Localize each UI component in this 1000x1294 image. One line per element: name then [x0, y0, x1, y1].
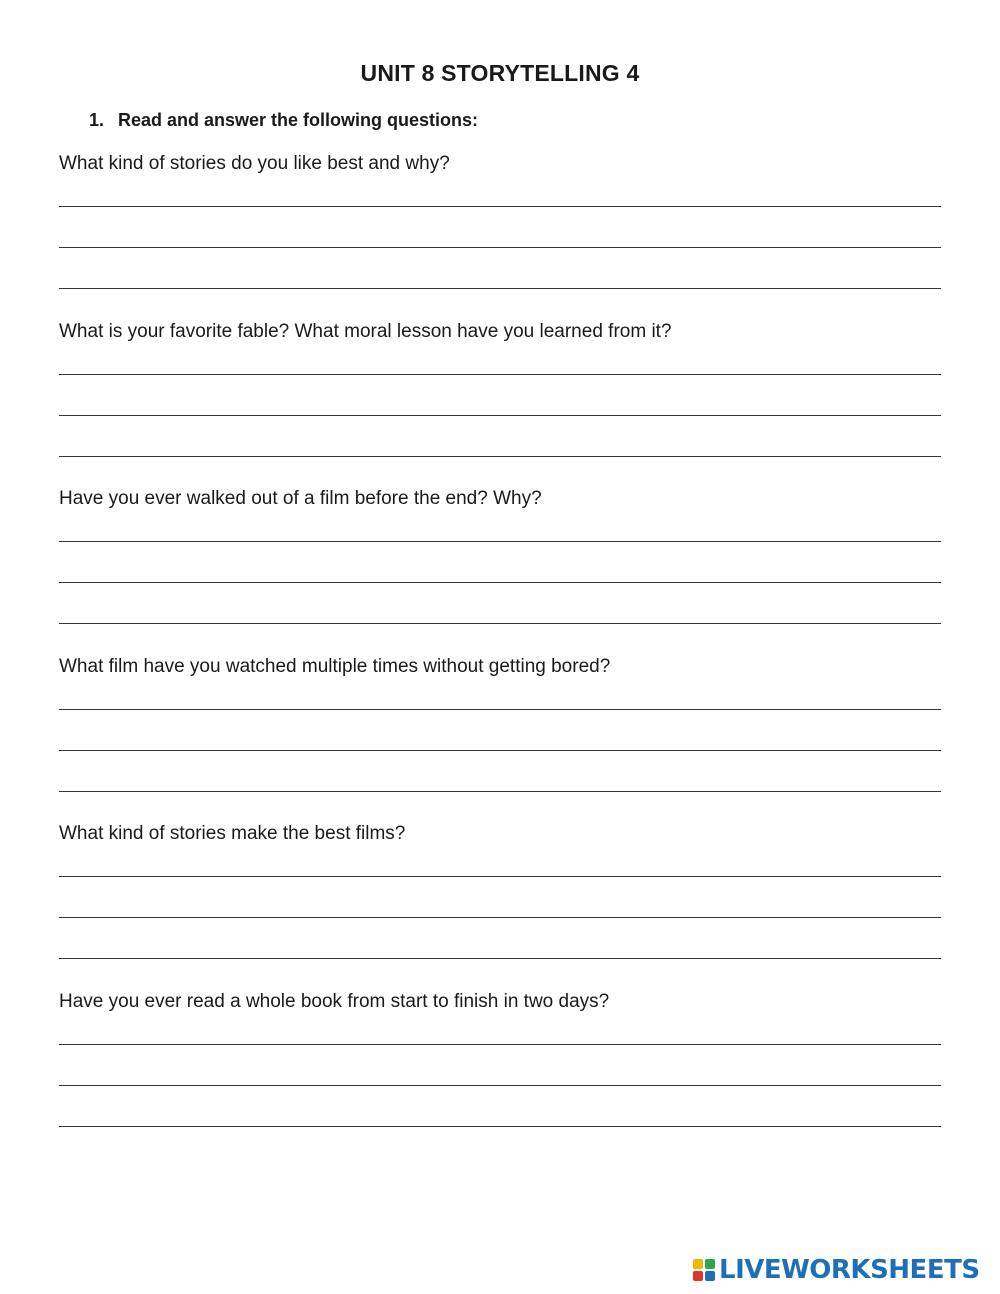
liveworksheets-logo — [693, 1255, 980, 1285]
question-text: What is your favorite fable? What moral lesson have you learned from it? — [59, 320, 672, 342]
question-text: What kind of stories make the best films? — [59, 823, 406, 844]
answer-line[interactable] — [59, 1044, 941, 1045]
answer-line[interactable] — [59, 623, 941, 624]
answer-line[interactable] — [59, 876, 941, 877]
answer-line[interactable] — [59, 288, 941, 289]
instruction-number: 1. — [89, 110, 105, 130]
answer-line[interactable] — [59, 541, 941, 542]
logo-square — [705, 1271, 715, 1281]
question-text: Have you ever walked out of a film before the end? Why? — [59, 488, 542, 509]
answer-line[interactable] — [59, 374, 941, 375]
answer-line[interactable] — [59, 415, 941, 416]
answer-line[interactable] — [59, 1126, 941, 1127]
logo-square — [705, 1259, 715, 1269]
question-block — [59, 653, 941, 821]
answer-line[interactable] — [59, 1085, 941, 1086]
answer-line[interactable] — [59, 709, 941, 710]
question-block — [59, 988, 941, 1156]
page-title: UNIT 8 STORYTELLING 4 — [360, 60, 640, 86]
question-list — [59, 150, 941, 1155]
answer-line[interactable] — [59, 917, 941, 918]
answer-line[interactable] — [59, 750, 941, 751]
question-text: Have you ever read a whole book from start to finish in two days? — [59, 990, 610, 1012]
question-text: What kind of stories do you like best and why? — [59, 153, 450, 174]
question-block — [59, 318, 941, 486]
answer-line[interactable] — [59, 958, 941, 959]
question-block — [59, 150, 941, 318]
liveworksheets-logo-icon — [693, 1259, 715, 1281]
logo-text: LIVEWORKSHEETS — [719, 1255, 980, 1285]
logo-square — [693, 1271, 703, 1281]
instruction — [89, 110, 478, 131]
question-block — [59, 485, 941, 653]
question-text: What film have you watched multiple times without getting bored? — [59, 655, 611, 677]
answer-line[interactable] — [59, 206, 941, 207]
logo-square — [693, 1259, 703, 1269]
answer-line[interactable] — [59, 456, 941, 457]
answer-line[interactable] — [59, 582, 941, 583]
answer-line[interactable] — [59, 247, 941, 248]
answer-line[interactable] — [59, 791, 941, 792]
question-block — [59, 820, 941, 988]
instruction-text: Read and answer the following questions: — [118, 110, 479, 130]
